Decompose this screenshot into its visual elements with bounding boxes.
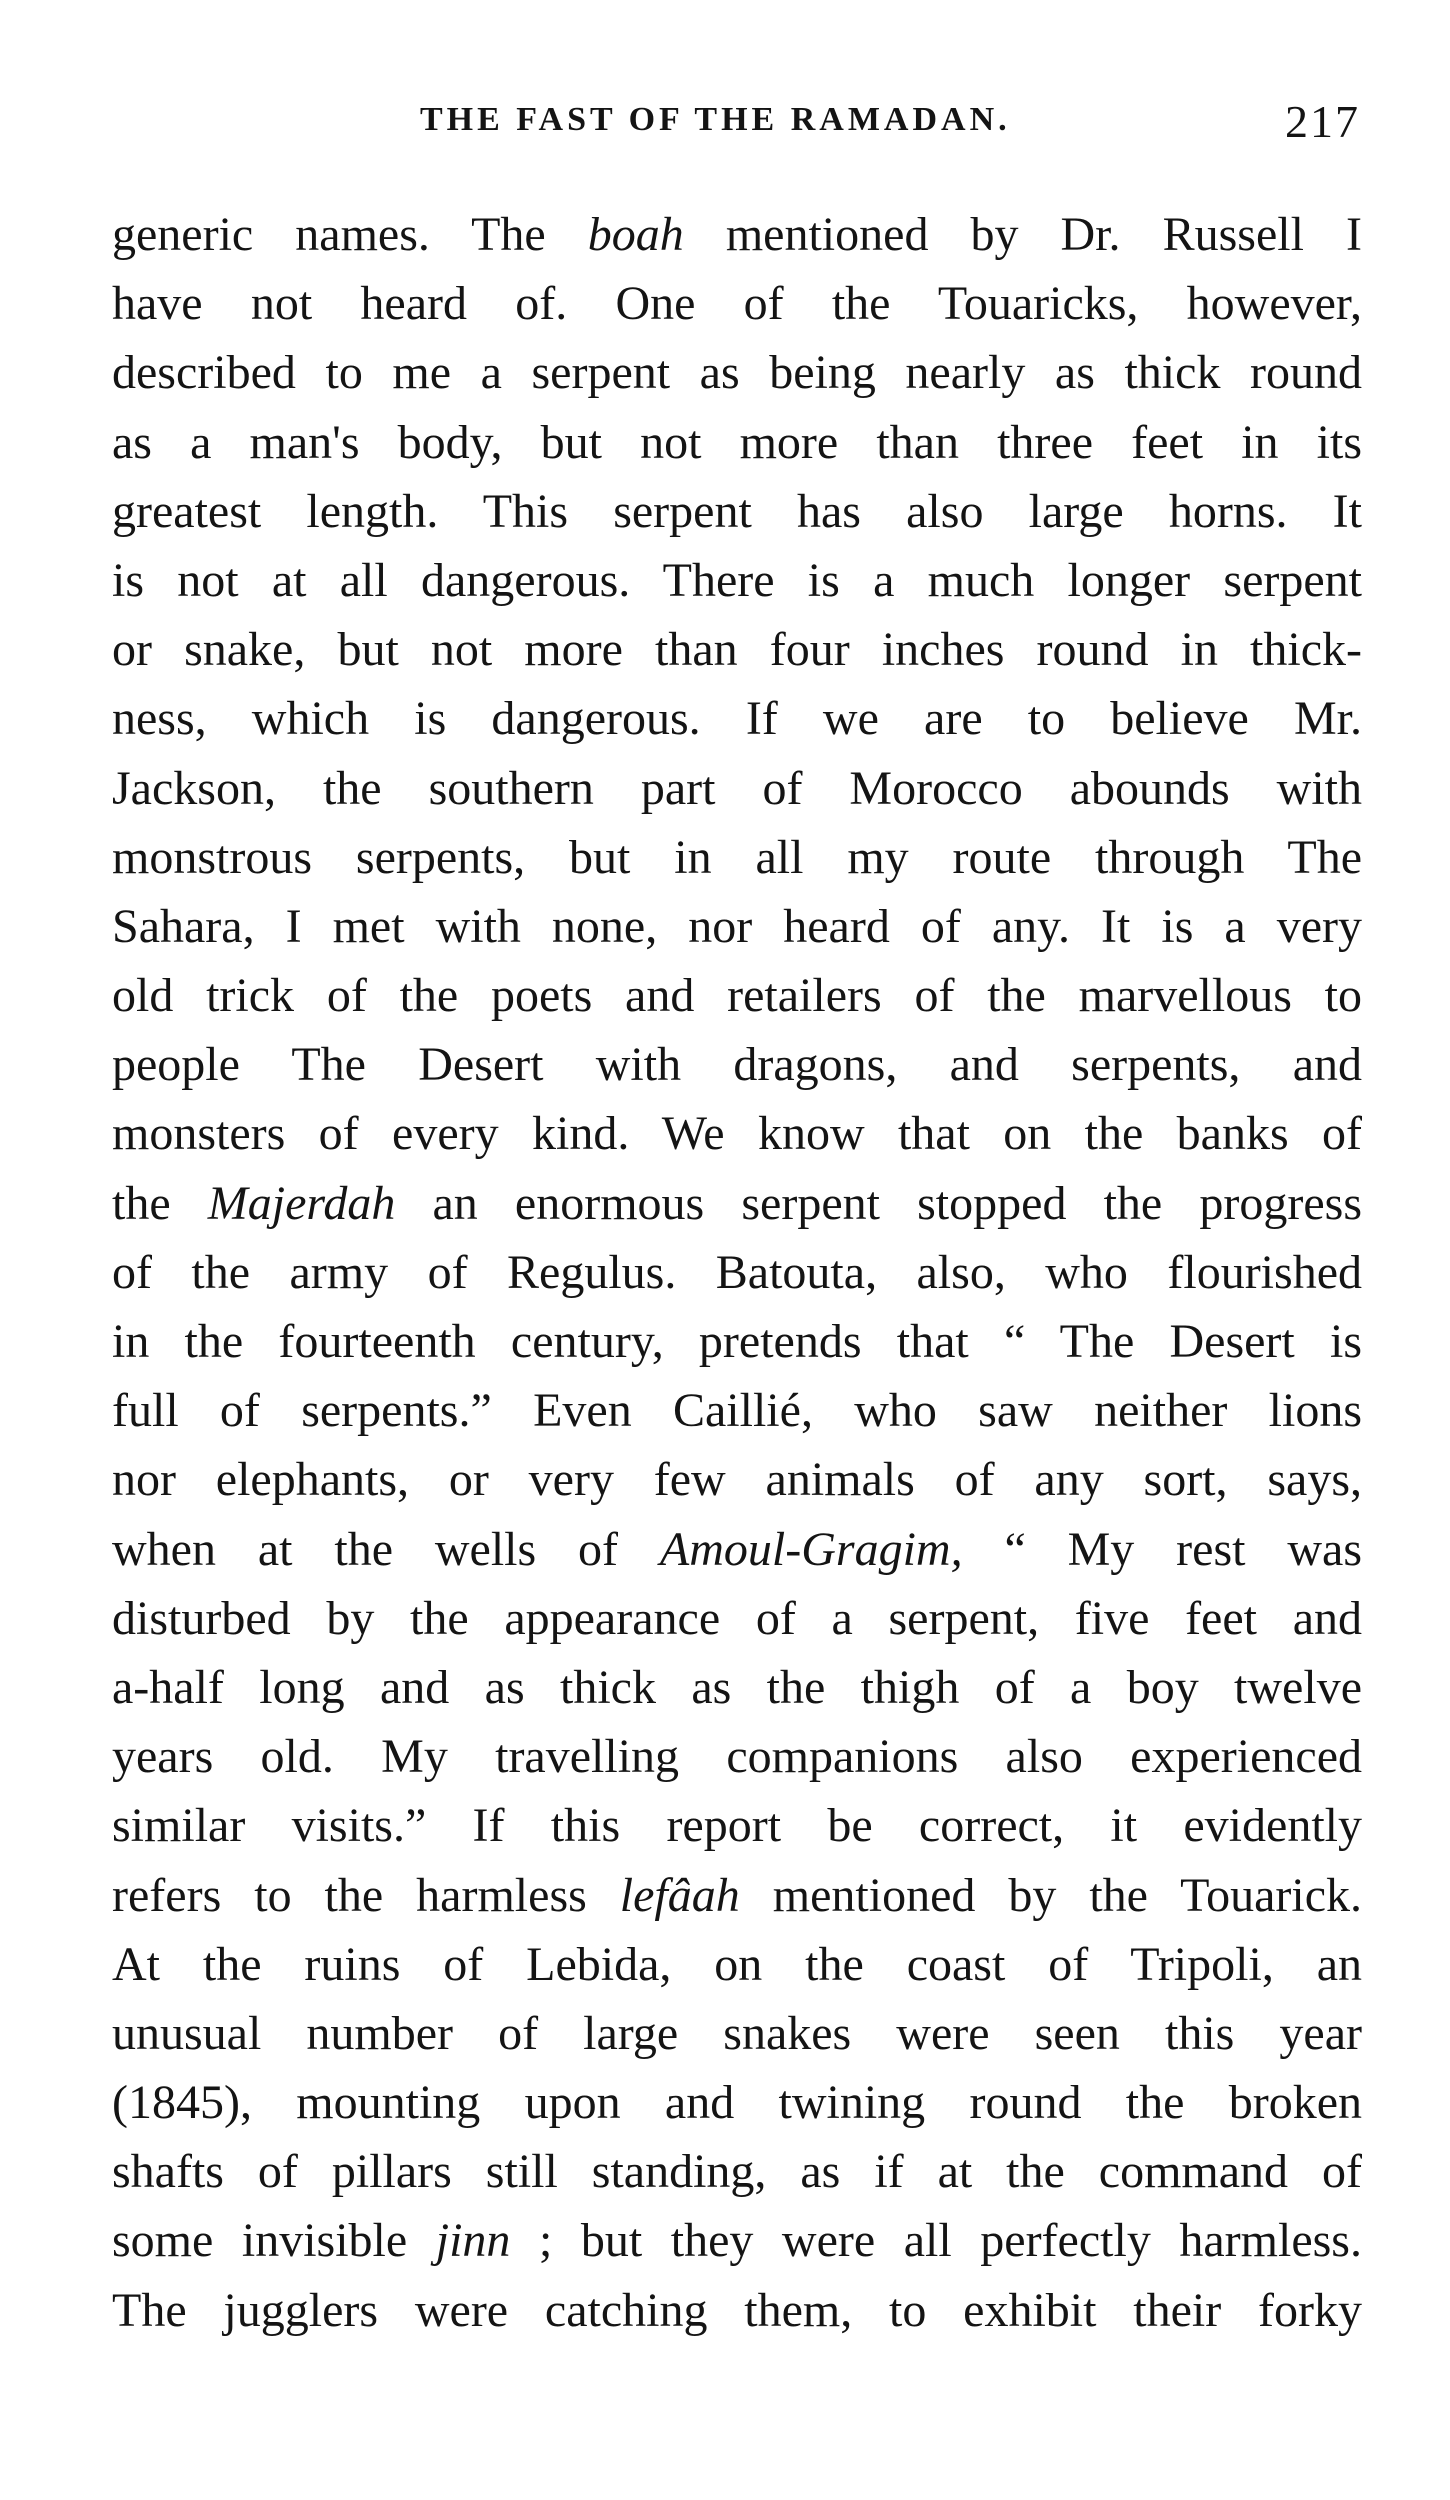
text-line <box>112 546 1362 615</box>
text-segment: an enormous serpent stopped the progress <box>395 1176 1362 1230</box>
text-segment: “ My rest was <box>962 1522 1362 1576</box>
text-line <box>112 684 1362 753</box>
text-segment: or snake, but not more than four inches round in thick- <box>112 623 1362 677</box>
body-text <box>112 200 1362 2345</box>
text-line <box>112 1930 1362 1999</box>
text-line <box>112 1584 1362 1653</box>
text-segment: monsters of every kind. We know that on the banks of <box>112 1107 1362 1161</box>
text-segment: (1845), mounting upon and twining round the broken <box>112 2076 1362 2130</box>
italic-term: lefâah <box>619 1868 740 1922</box>
text-segment: mentioned by Dr. Russell I <box>683 208 1362 261</box>
text-line <box>112 2068 1362 2137</box>
text-segment: some invisible <box>112 2214 436 2268</box>
text-segment: mentioned by the Touarick. <box>739 1868 1362 1922</box>
text-segment: years old. My travelling companions also experienced <box>112 1730 1362 1784</box>
text-line <box>112 269 1362 338</box>
text-segment: generic names. The <box>112 208 588 261</box>
text-line <box>112 1861 1362 1930</box>
text-segment: of the army of Regulus. Batouta, also, who flourished <box>112 1245 1362 1299</box>
text-line <box>112 1445 1362 1514</box>
text-line <box>112 2206 1362 2275</box>
text-segment: Sahara, I met with none, nor heard of any. It is a very <box>112 899 1362 953</box>
text-line <box>112 615 1362 684</box>
text-segment: old trick of the poets and retailers of the marvellous to <box>112 969 1362 1023</box>
text-segment: At the ruins of Lebida, on the coast of Tripoli, an <box>112 1937 1362 1991</box>
text-segment: unusual number of large snakes were seen this year <box>112 2006 1362 2060</box>
italic-term: boah <box>587 208 684 261</box>
text-segment: described to me a serpent as being nearly as thick round <box>112 346 1362 400</box>
text-line <box>112 338 1362 407</box>
text-segment: greatest length. This serpent has also large horns. It <box>112 484 1362 538</box>
text-segment: monstrous serpents, but in all my route through The <box>112 830 1362 884</box>
text-segment: nor elephants, or very few animals of any sort, says, <box>112 1453 1362 1507</box>
text-line <box>112 1099 1362 1168</box>
text-segment: people The Desert with dragons, and serpents, and <box>112 1038 1362 1092</box>
text-line <box>112 961 1362 1030</box>
text-line <box>112 2276 1362 2345</box>
page-header <box>420 95 1360 155</box>
text-segment: refers to the harmless <box>112 1868 620 1922</box>
text-line <box>112 1791 1362 1860</box>
text-line <box>112 823 1362 892</box>
italic-term: jinn <box>435 2214 511 2268</box>
text-segment: in the fourteenth century, pretends that “ The Desert is <box>112 1315 1362 1368</box>
text-line <box>112 1238 1362 1307</box>
text-line <box>112 892 1362 961</box>
text-segment: when at the wells of <box>112 1522 660 1576</box>
text-segment: as a man's body, but not more than three feet in its <box>112 415 1362 469</box>
text-line <box>112 1999 1362 2068</box>
text-segment: the <box>112 1176 208 1230</box>
text-segment: is not at all dangerous. There is a much longer serpent <box>112 553 1362 607</box>
text-segment: ness, which is dangerous. If we are to believe Mr. <box>112 692 1362 746</box>
text-line <box>112 1376 1362 1445</box>
text-segment: shafts of pillars still standing, as if at the command of <box>112 2145 1362 2199</box>
italic-term: Majerdah <box>207 1176 396 1230</box>
text-segment: full of serpents.” Even Caillié, who saw neither lions <box>112 1384 1362 1438</box>
text-line <box>112 1307 1362 1376</box>
running-head: THE FAST OF THE RAMADAN. <box>420 101 1011 138</box>
text-line <box>112 200 1362 269</box>
text-segment: a-half long and as thick as the thigh of a boy twelve <box>112 1660 1362 1714</box>
text-segment: similar visits.” If this report be correct, it evidently <box>112 1799 1362 1853</box>
text-line <box>112 1169 1362 1238</box>
text-line <box>112 1653 1362 1722</box>
text-line <box>112 1722 1362 1791</box>
text-line <box>112 1030 1362 1099</box>
text-line <box>112 408 1362 477</box>
text-segment: disturbed by the appearance of a serpent, five feet and <box>112 1591 1362 1645</box>
italic-term: Amoul-Gragim, <box>659 1522 963 1576</box>
text-line <box>112 1515 1362 1584</box>
text-line <box>112 2137 1362 2206</box>
page-number: 217 <box>1285 96 1360 147</box>
text-line <box>112 754 1362 823</box>
text-segment: The jugglers were catching them, to exhibit their forky <box>112 2283 1362 2337</box>
text-line <box>112 477 1362 546</box>
text-segment: have not heard of. One of the Touaricks, however, <box>112 277 1362 331</box>
text-segment: ; but they were all perfectly harmless. <box>510 2214 1362 2268</box>
text-segment: Jackson, the southern part of Morocco abounds with <box>112 761 1362 815</box>
